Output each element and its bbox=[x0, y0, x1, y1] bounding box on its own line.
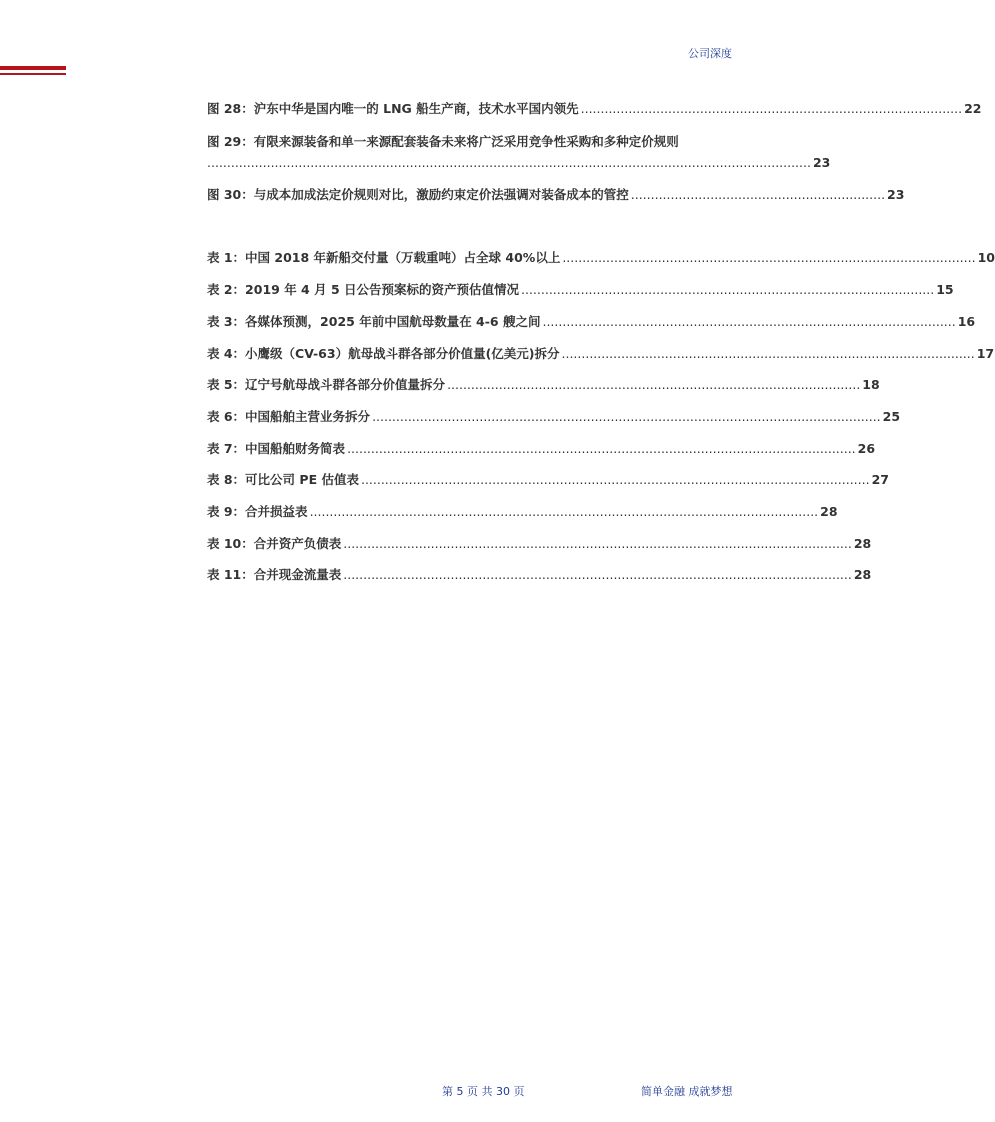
toc-entry[interactable] bbox=[207, 535, 872, 553]
toc-entry[interactable] bbox=[207, 100, 982, 118]
toc-entry-label: 图 30：与成本加成法定价规则对比，激励约束定价法强调对装备成本的管控 bbox=[207, 187, 629, 202]
toc-leader: ................................................................ bbox=[630, 187, 886, 202]
toc-entry-page: 15 bbox=[936, 282, 954, 297]
toc-leader: ................................................................................................................................ bbox=[343, 536, 852, 551]
header-label: 公司深度 bbox=[688, 47, 732, 60]
toc-entry-page: 16 bbox=[957, 314, 976, 329]
toc-entry-page: 28 bbox=[820, 504, 838, 519]
toc-entry-label: 表 10：合并资产负债表 bbox=[207, 536, 342, 551]
toc-entry-label: 表 5：辽宁号航母战斗群各部分价值量拆分 bbox=[207, 377, 446, 392]
toc-entry[interactable] bbox=[207, 133, 693, 151]
toc-leader: ........................................................................................................ bbox=[447, 377, 861, 392]
toc-leader: ........................................................................................................ bbox=[521, 282, 935, 297]
toc-entry-label: 表 6：中国船舶主营业务拆分 bbox=[207, 409, 371, 424]
toc-leader: ................................................................................................................................ bbox=[347, 441, 856, 456]
toc-entry[interactable] bbox=[207, 313, 976, 331]
toc-leader: ................................................................................................................................ bbox=[360, 472, 870, 487]
toc-entry-page: 22 bbox=[964, 101, 982, 116]
toc-entry[interactable] bbox=[207, 376, 880, 394]
footer-slogan: 简单金融 成就梦想 bbox=[641, 1085, 733, 1098]
toc-entry[interactable] bbox=[207, 440, 876, 458]
toc-entry-page: 23 bbox=[812, 155, 831, 170]
toc-entry[interactable] bbox=[207, 281, 954, 299]
toc-leader: ................................................................................................................................ bbox=[372, 409, 881, 424]
toc-leader: ........................................................................................................................................................ bbox=[207, 155, 811, 170]
toc-leader: ................................................................................................................................ bbox=[309, 504, 819, 519]
toc-entry-label: 表 11：合并现金流量表 bbox=[207, 567, 342, 582]
toc-entry-page: 25 bbox=[882, 409, 901, 424]
toc-leader: ................................................................................................................................ bbox=[343, 567, 852, 582]
toc-entry-page: 18 bbox=[862, 377, 880, 392]
toc-entry-label: 表 4：小鹰级（CV-63）航母战斗群各部分价值量(亿美元)拆分 bbox=[207, 346, 560, 361]
toc-entry[interactable] bbox=[207, 566, 872, 584]
toc-leader: ........................................................................................................ bbox=[561, 346, 975, 361]
toc-entry-label: 表 3：各媒体预测，2025 年前中国航母数量在 4-6 艘之间 bbox=[207, 314, 541, 329]
header-accent-bar-thin bbox=[0, 73, 66, 75]
toc-entry[interactable] bbox=[207, 408, 901, 426]
toc-entry-page: 10 bbox=[977, 250, 995, 265]
toc-leader: ........................................................................................................ bbox=[542, 314, 956, 329]
toc-entry-label: 表 2：2019 年 4 月 5 日公告预案标的资产预估值情况 bbox=[207, 282, 519, 297]
toc-entry[interactable] bbox=[207, 186, 905, 204]
toc-entry-label: 表 1：中国 2018 年新船交付量（万载重吨）占全球 40%以上 bbox=[207, 250, 561, 265]
toc-entry[interactable] bbox=[207, 471, 889, 489]
toc-entry-page: 27 bbox=[871, 472, 889, 487]
toc-entry-page: 17 bbox=[976, 346, 995, 361]
footer-page-info: 第 5 页 共 30 页 bbox=[442, 1085, 525, 1098]
toc-entry-page: 23 bbox=[887, 187, 905, 202]
toc-entry-label: 图 29：有限来源装备和单一来源配套装备未来将广泛采用竞争性采购和多种定价规则 bbox=[207, 134, 679, 149]
header-accent-bar bbox=[0, 66, 66, 70]
toc-entry-label: 表 7：中国船舶财务简表 bbox=[207, 441, 346, 456]
toc-entry[interactable] bbox=[207, 345, 995, 363]
toc-entry-label: 表 8：可比公司 PE 估值表 bbox=[207, 472, 359, 487]
toc-entry-page: 26 bbox=[857, 441, 876, 456]
toc-entry[interactable] bbox=[207, 249, 995, 267]
toc-leader: ................................................................................................ bbox=[580, 101, 963, 116]
toc-entry[interactable] bbox=[207, 503, 838, 521]
toc-entry-page: 28 bbox=[853, 567, 872, 582]
toc-entry-continuation[interactable] bbox=[207, 154, 831, 172]
toc-leader: ........................................................................................................ bbox=[562, 250, 976, 265]
toc-entry-label: 图 28：沪东中华是国内唯一的 LNG 船生产商，技术水平国内领先 bbox=[207, 101, 579, 116]
toc-entry-label: 表 9：合并损益表 bbox=[207, 504, 308, 519]
toc-entry-page: 28 bbox=[853, 536, 872, 551]
